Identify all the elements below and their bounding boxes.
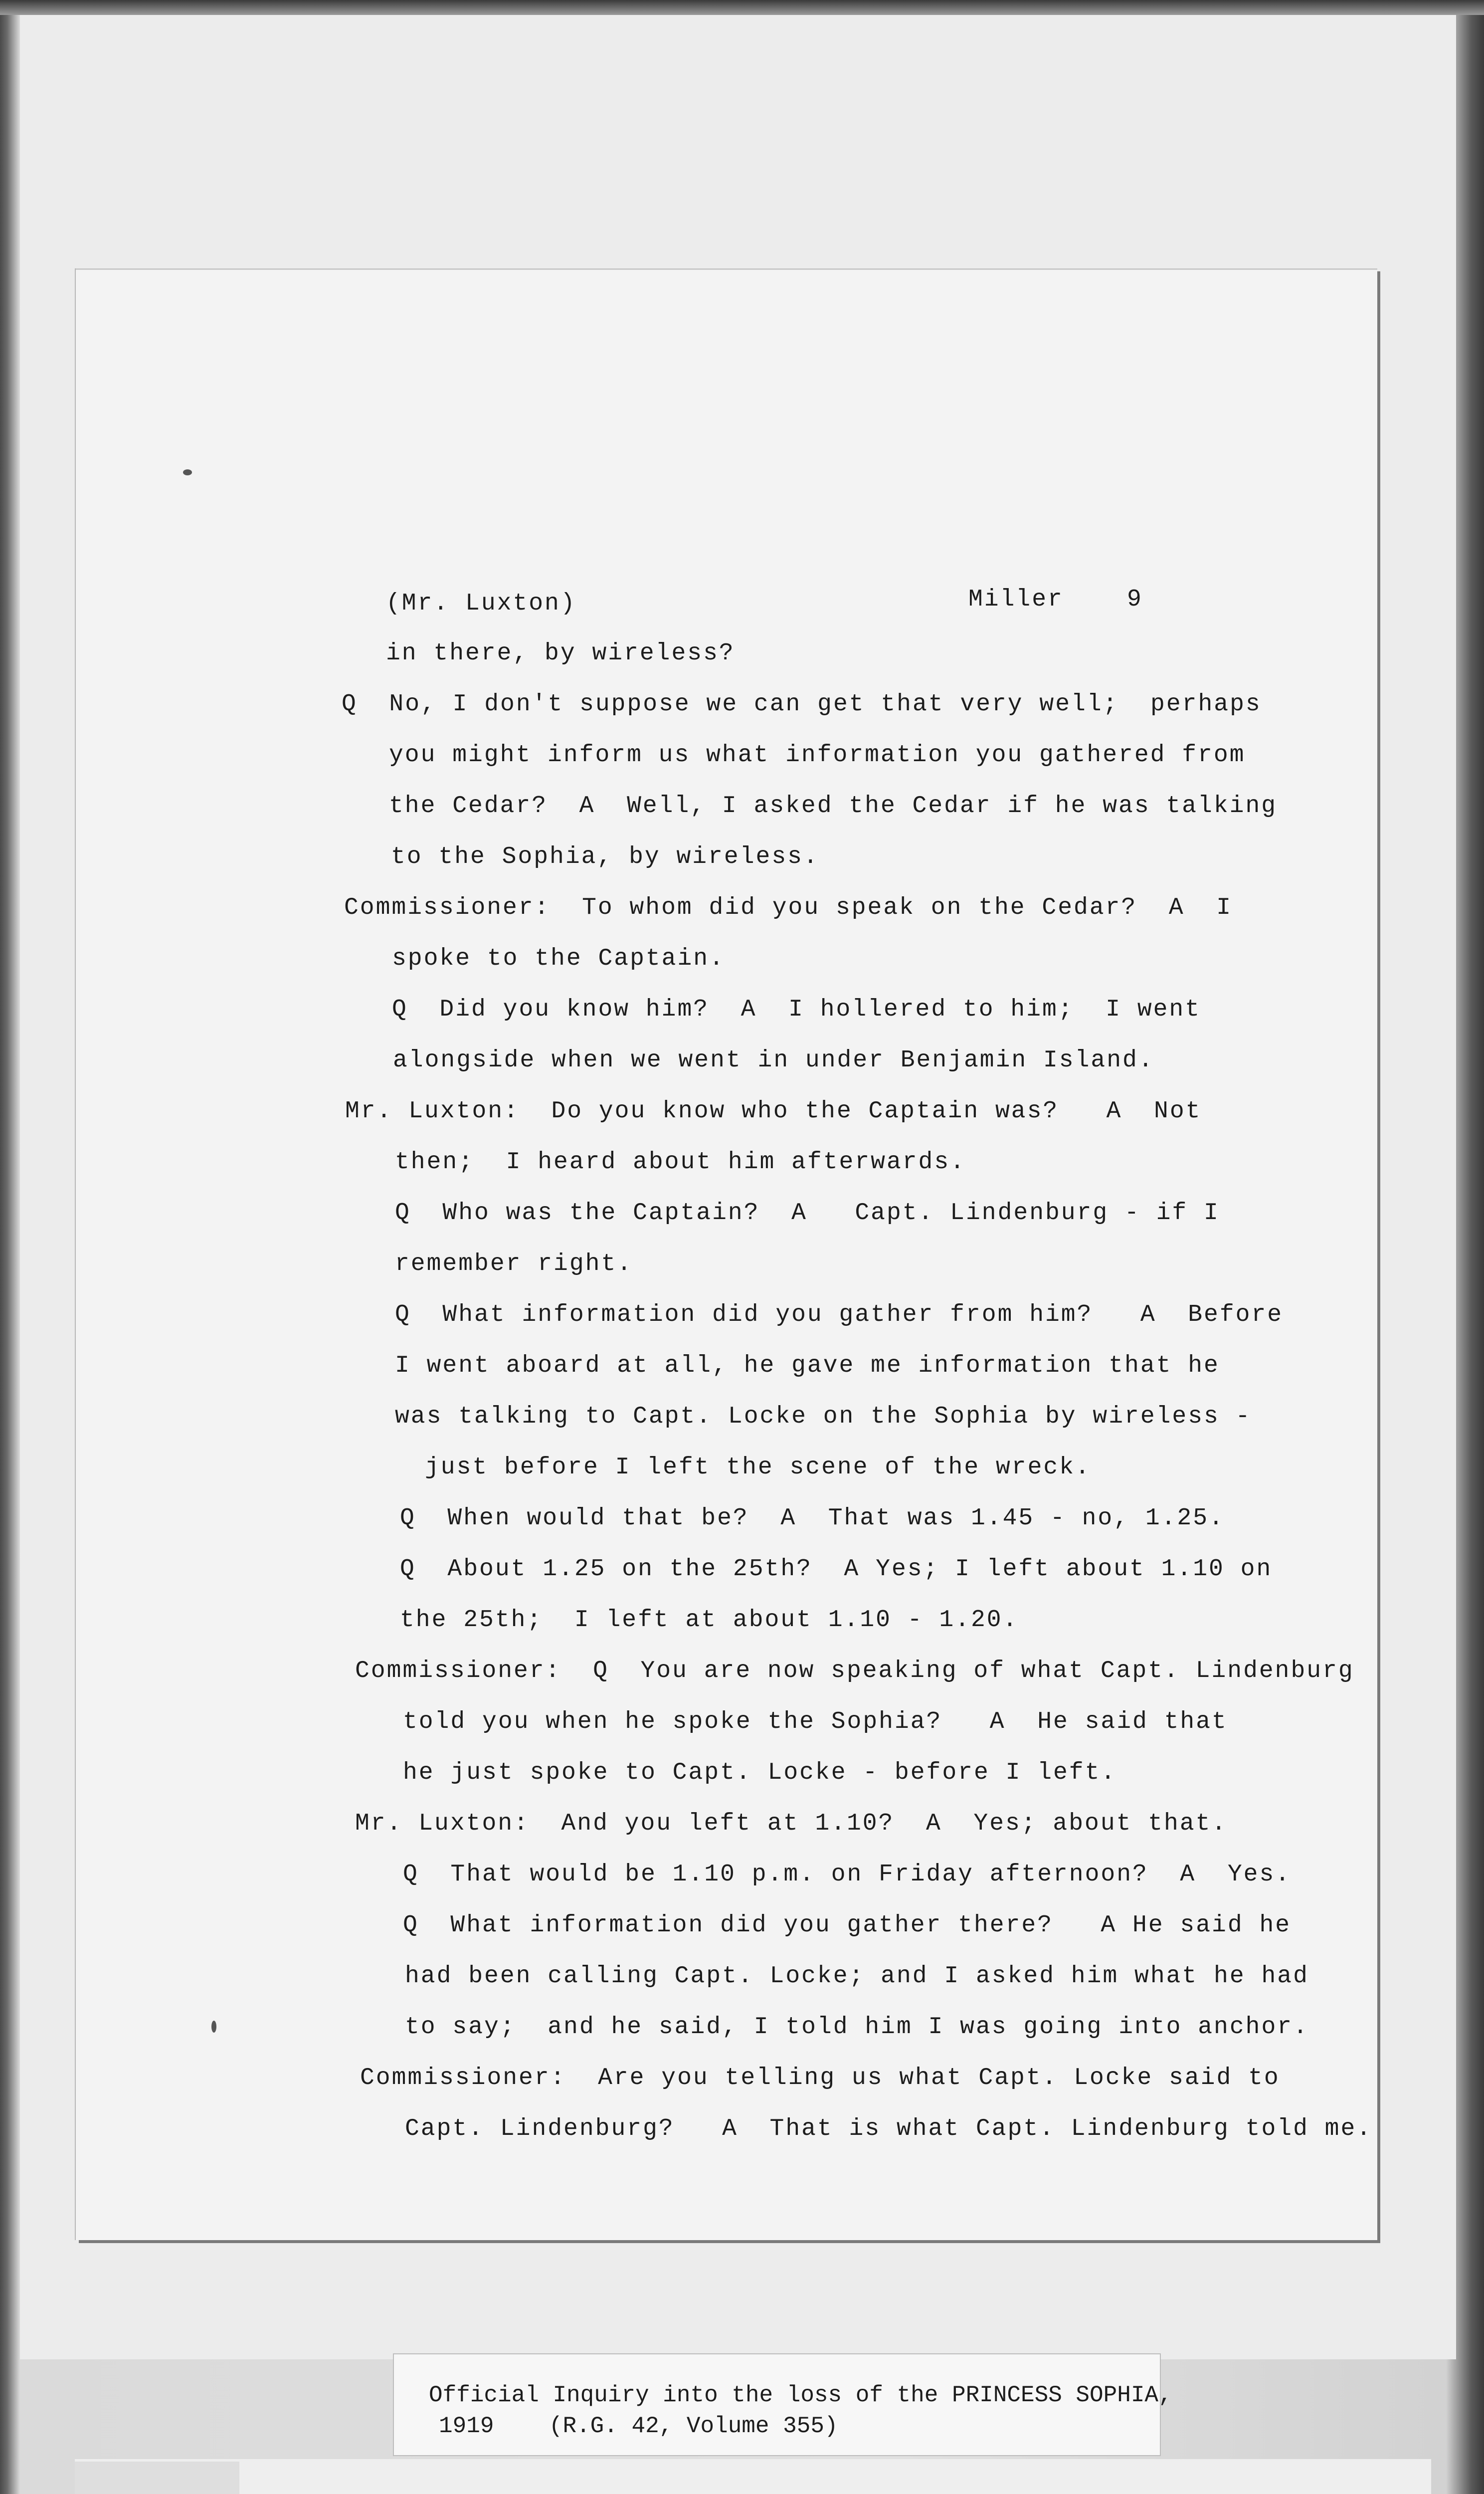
mount-tape (75, 2462, 239, 2494)
transcript-line: in there, by wireless? (386, 640, 735, 667)
transcript-line: the 25th; I left at about 1.10 - 1.20. (400, 1607, 1019, 1634)
transcript-line: Capt. Lindenburg? A That is what Capt. Lindenburg told me. (405, 2115, 1373, 2142)
transcript-line: Q No, I don't suppose we can get that very well; perhaps (342, 691, 1262, 718)
transcript-line: the Cedar? A Well, I asked the Cedar if he was talking (389, 793, 1278, 820)
transcript-line: Q About 1.25 on the 25th? A Yes; I left about 1.10 on (400, 1556, 1273, 1583)
page-smudge (211, 2021, 216, 2033)
page-header-right: Miller 9 (968, 586, 1143, 613)
transcript-line: Q That would be 1.10 p.m. on Friday afternoon? A Yes. (403, 1861, 1292, 1888)
archive-label-line2: 1919 (R.G. 42, Volume 355) (439, 2413, 838, 2439)
transcript-line: Q Who was the Captain? A Capt. Lindenburg - if I (395, 1200, 1220, 1227)
transcript-line: Q What information did you gather from him? A Before (395, 1301, 1284, 1328)
transcript-line: had been calling Capt. Locke; and I asked him what he had (405, 1963, 1309, 1990)
transcript-line: you might inform us what information you gathered from (389, 742, 1246, 769)
transcript-line: just before I left the scene of the wreck. (425, 1454, 1091, 1481)
transcript-line: alongside when we went in under Benjamin Island. (393, 1047, 1154, 1074)
page-smudge (183, 469, 192, 475)
transcript-line: was talking to Capt. Locke on the Sophia by wireless - (395, 1403, 1252, 1430)
archive-label-line1: Official Inquiry into the loss of the PRINCESS SOPHIA, (429, 2382, 1172, 2408)
transcript-line: remember right. (395, 1250, 633, 1277)
archive-reference-label (393, 2353, 1172, 2456)
archive-board (75, 2459, 1431, 2494)
transcript-line: Commissioner: Are you telling us what Capt. Locke said to (360, 2065, 1280, 2091)
transcript-line: Mr. Luxton: Do you know who the Captain was? A Not (345, 1098, 1202, 1125)
transcript-line: Q Did you know him? A I hollered to him; I went (392, 996, 1201, 1023)
transcript-line: Mr. Luxton: And you left at 1.10? A Yes; about that. (355, 1810, 1228, 1837)
transcript-line: told you when he spoke the Sophia? A He said that (403, 1708, 1228, 1735)
transcript-line: Q When would that be? A That was 1.45 - no, 1.25. (400, 1505, 1225, 1532)
transcript-line: then; I heard about him afterwards. (395, 1149, 966, 1176)
typed-page (76, 268, 1377, 2240)
transcript-line: Commissioner: To whom did you speak on the Cedar? A I (344, 894, 1233, 921)
transcript-line: I went aboard at all, he gave me information that he (395, 1352, 1220, 1379)
scan-top-edge (0, 0, 1484, 15)
page-header-left: (Mr. Luxton) (386, 590, 576, 617)
transcript-line: Commissioner: Q You are now speaking of what Capt. Lindenburg (355, 1658, 1354, 1684)
transcript-line: to the Sophia, by wireless. (391, 843, 819, 870)
transcript-line: spoke to the Captain. (392, 945, 725, 972)
transcript-line: Q What information did you gather there? A He said he (403, 1912, 1292, 1939)
transcript-line: he just spoke to Capt. Locke - before I left. (403, 1759, 1117, 1786)
transcript-line: to say; and he said, I told him I was going into anchor. (405, 2014, 1309, 2041)
